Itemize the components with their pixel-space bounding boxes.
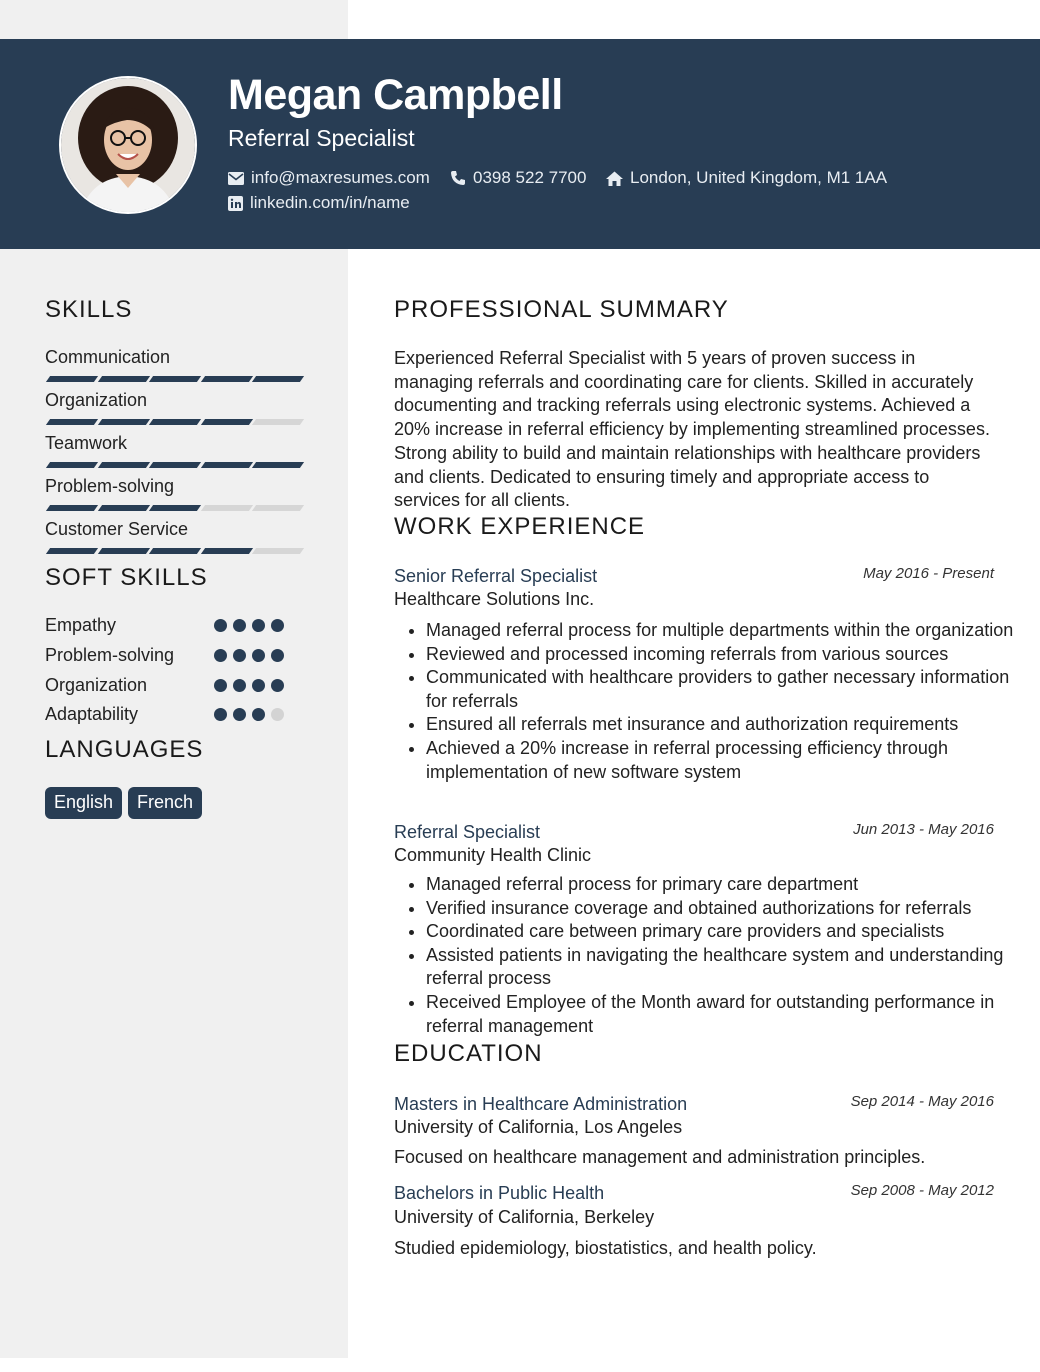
job-dates: Jun 2013 - May 2016 bbox=[853, 821, 994, 838]
soft-skills-heading: SOFT SKILLS bbox=[45, 564, 208, 591]
skill-name: Teamwork bbox=[45, 433, 128, 453]
soft-skill-name: Organization bbox=[45, 674, 148, 695]
skill-level-segment bbox=[46, 376, 98, 382]
soft-skill-dot bbox=[214, 619, 227, 632]
candidate-title: Referral Specialist bbox=[228, 125, 415, 151]
skill-level-segment bbox=[97, 462, 149, 468]
skill-level-segment bbox=[252, 419, 304, 425]
skill-name: Communication bbox=[45, 347, 171, 367]
skill-level-bar bbox=[45, 419, 301, 425]
skill-level-segment bbox=[200, 462, 252, 468]
education-heading: EDUCATION bbox=[394, 1040, 543, 1067]
list-item: • Coordinated care between primary care providers and specialists bbox=[426, 920, 1026, 944]
skill-level-segment bbox=[200, 376, 252, 382]
skill-level-segment bbox=[252, 376, 304, 382]
email-text: info@maxresumes.com bbox=[251, 168, 430, 187]
experience-heading: WORK EXPERIENCE bbox=[394, 513, 646, 540]
skill-level-segment bbox=[200, 505, 252, 511]
skill-level-segment bbox=[149, 548, 201, 554]
skills-heading: SKILLS bbox=[45, 296, 133, 323]
soft-skill-dot bbox=[233, 619, 246, 632]
skill-level-segment bbox=[200, 419, 252, 425]
soft-skill-dot bbox=[233, 649, 246, 662]
education-dates: Sep 2008 - May 2012 bbox=[850, 1182, 994, 1199]
contact-location bbox=[606, 168, 887, 188]
soft-skill-dot bbox=[271, 649, 284, 662]
envelope-icon bbox=[228, 172, 244, 185]
job-dates: May 2016 - Present bbox=[863, 565, 994, 582]
linkedin-icon bbox=[228, 196, 243, 211]
soft-skill-dot bbox=[214, 649, 227, 662]
skill-level-segment bbox=[97, 376, 149, 382]
skill-level-segment bbox=[200, 548, 252, 554]
contact-linkedin[interactable] bbox=[228, 193, 410, 213]
skill-level-segment bbox=[97, 419, 149, 425]
skill-level-segment bbox=[149, 505, 201, 511]
skill-level-segment bbox=[149, 419, 201, 425]
skill-level-segment bbox=[252, 505, 304, 511]
soft-skill-dot bbox=[214, 679, 227, 692]
job-role: Referral Specialist bbox=[394, 822, 541, 842]
list-item: • Verified insurance coverage and obtained authorizations for referrals bbox=[426, 897, 1026, 921]
skill-name: Problem-solving bbox=[45, 476, 175, 496]
soft-skill-dot bbox=[233, 679, 246, 692]
soft-skill-name: Empathy bbox=[45, 615, 117, 635]
soft-skill-dot bbox=[252, 679, 265, 692]
profile-photo bbox=[59, 76, 197, 214]
contact-phone[interactable] bbox=[450, 168, 586, 188]
phone-icon bbox=[450, 170, 466, 186]
skill-level-bar bbox=[45, 548, 301, 554]
home-icon bbox=[606, 171, 623, 186]
job-role: Senior Referral Specialist bbox=[394, 566, 598, 586]
skill-level-segment bbox=[252, 462, 304, 468]
job-bullets bbox=[394, 619, 1026, 784]
education-dates: Sep 2014 - May 2016 bbox=[850, 1093, 994, 1110]
contact-email[interactable] bbox=[228, 168, 430, 188]
soft-skill-dot bbox=[271, 679, 284, 692]
job-company: Community Health Clinic bbox=[394, 845, 592, 865]
education-school: University of California, Berkeley bbox=[394, 1207, 655, 1227]
skill-name: Organization bbox=[45, 390, 148, 410]
soft-skill-name: Problem-solving bbox=[45, 644, 175, 665]
list-item: • Managed referral process for primary care department bbox=[426, 873, 1026, 897]
skill-level-segment bbox=[46, 419, 98, 425]
soft-skill-dot bbox=[252, 649, 265, 662]
soft-skill-name: Adaptability bbox=[45, 704, 139, 725]
summary-heading: PROFESSIONAL SUMMARY bbox=[394, 296, 729, 323]
skill-level-segment bbox=[149, 376, 201, 382]
education-description: Focused on healthcare management and administration principles. bbox=[394, 1147, 926, 1167]
job-company: Healthcare Solutions Inc. bbox=[394, 589, 595, 609]
skill-level-segment bbox=[46, 505, 98, 511]
skill-level-segment bbox=[252, 548, 304, 554]
resume-header bbox=[0, 39, 1040, 249]
skill-level-segment bbox=[97, 548, 149, 554]
soft-skill-dot bbox=[252, 619, 265, 632]
skill-name: Customer Service bbox=[45, 519, 189, 539]
skill-level-segment bbox=[149, 462, 201, 468]
candidate-name: Megan Campbell bbox=[228, 71, 563, 119]
skill-level-bar bbox=[45, 462, 301, 468]
list-item: • Managed referral process for multiple departments within the organization bbox=[426, 619, 1026, 643]
list-item: • Reviewed and processed incoming referrals from various sources bbox=[426, 643, 1026, 667]
education-degree: Bachelors in Public Health bbox=[394, 1183, 605, 1203]
job-bullets bbox=[394, 873, 1026, 1038]
skill-level-segment bbox=[97, 505, 149, 511]
language-badge: English bbox=[45, 787, 122, 819]
education-degree: Masters in Healthcare Administration bbox=[394, 1094, 688, 1114]
skill-level-bar bbox=[45, 376, 301, 382]
skill-level-bar bbox=[45, 505, 301, 511]
language-badge: French bbox=[128, 787, 202, 819]
summary-text: Experienced Referral Specialist with 5 years of proven success in managing referrals and coordinating care for clients. Skilled in accurately documenting and tracking referrals using electronic systems. Achieved a 20% increase in referral efficiency by implementing streamlined processes. Strong ability to build and maintain relationships with healthcare providers and clients. Dedicated to ensuring timely and appropriate access to services for all clients. bbox=[394, 348, 990, 511]
phone-text: 0398 522 7700 bbox=[473, 168, 587, 187]
list-item: • Received Employee of the Month award for outstanding performance in referral management bbox=[426, 991, 1026, 1038]
list-item: • Assisted patients in navigating the healthcare system and understanding referral process bbox=[426, 944, 1026, 991]
skill-level-segment bbox=[46, 462, 98, 468]
languages-heading: LANGUAGES bbox=[45, 736, 204, 763]
location-text: London, United Kingdom, M1 1AA bbox=[630, 168, 888, 187]
list-item: • Ensured all referrals met insurance and authorization requirements bbox=[426, 713, 1026, 737]
list-item: • Communicated with healthcare providers to gather necessary information for referrals bbox=[426, 666, 1026, 713]
education-description: Studied epidemiology, biostatistics, and health policy. bbox=[394, 1238, 817, 1258]
education-school: University of California, Los Angeles bbox=[394, 1117, 683, 1137]
linkedin-text: linkedin.com/in/name bbox=[250, 193, 410, 212]
soft-skill-dot bbox=[271, 619, 284, 632]
skill-level-segment bbox=[46, 548, 98, 554]
list-item: • Achieved a 20% increase in referral processing efficiency through implementation of new software system bbox=[426, 737, 1026, 784]
